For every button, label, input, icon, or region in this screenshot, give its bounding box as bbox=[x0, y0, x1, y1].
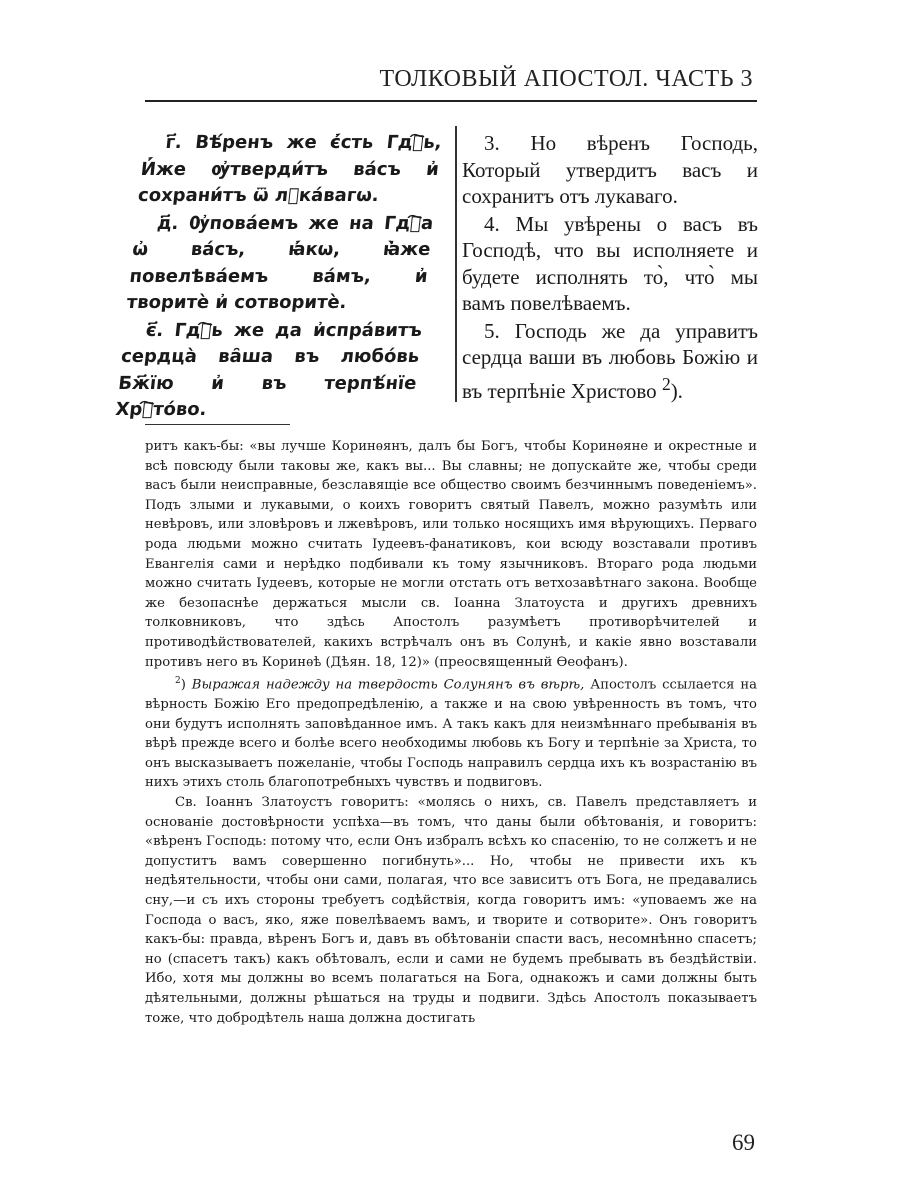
commentary bbox=[145, 437, 757, 1028]
footnote-paren: ) bbox=[180, 677, 186, 693]
russian-verse-4: 4. Мы увѣрены о васъ въ Господѣ, что вы исполняете и будете исполнять то̀, что̀ мы вамъ повелѣваемъ. bbox=[462, 211, 758, 315]
commentary-paragraph-1: ритъ какъ-бы: «вы лучше Коринѳянъ, далъ бы Богъ, чтобы Коринѳяне и окрестные и всѣ повсюду были таковы же, какъ вы... Вы славны; не допускайте же, чтобы среди васъ были неисправные, безславящiе все общество своимъ безчиннымъ поведенiемъ». Подъ злыми и лукавыми, о коихъ говоритъ святый Павелъ, можно разумѣть или невѣровъ, или зловѣровъ и лжевѣровъ, или только носящихъ имя вѣрующихъ. Перваго рода людьми можно считать Iудеевъ-фанатиковъ, кои всюду возставали противъ Евангелiя сами и нерѣдко подбивали къ тому язычниковъ. Втораго рода людьми можно считать Iудеевъ, которые не могли отстать отъ ветхозавѣтнаго закона. Вообще же безопаснѣе держаться мысли св. Iоанна Златоуста и другихъ древнихъ толковниковъ, что здѣсь Апостолъ разумѣетъ противорѣчителей и противодѣйствователей, какихъ встрѣчалъ онъ въ Солунѣ, и какiе явно возставали противъ него въ Коринѳѣ (Дѣян. 18, 12)» (преосвященный Ѳеофанъ). bbox=[145, 439, 757, 670]
footnote-rule bbox=[145, 424, 290, 425]
russian-verse-3: 3. Но вѣренъ Господь, Который утвердитъ васъ и сохранитъ отъ лукаваго. bbox=[462, 131, 758, 208]
russian-verse-5-end: ). bbox=[670, 378, 683, 403]
running-header: ТОЛКОВЫЙ АПОСТОЛ. ЧАСТЬ 3 bbox=[379, 66, 753, 92]
footnote-mark: 2 bbox=[175, 676, 181, 687]
slavonic-column bbox=[114, 130, 443, 425]
column-divider bbox=[455, 126, 457, 402]
slavonic-verse-3: г҃. Вѣ́ренъ же є҆́сть Гдⷭ҇ь, И҆́же ѹ҆тверди́тъ ва́съ и҆ сохрани́тъ ѿ лꙋка́вагѡ. bbox=[137, 132, 443, 206]
header-rule bbox=[145, 100, 757, 102]
page-number: 69 bbox=[732, 1130, 755, 1155]
footnote-2 bbox=[145, 672, 757, 793]
footnote-text: Апостолъ ссылается на вѣрность Божiю Его предопредѣленiю, а также и на свою увѣренность въ томъ, что они будутъ исполнять заповѣданное имъ. А такъ какъ для неизмѣннаго пребыванiя въ вѣрѣ прежде всего и болѣе всего необходимы любовь къ Богу и терпѣнiе за Христа, то онъ высказываетъ пожеланiе, чтобы Господь направилъ сердца ихъ къ возрастанiю въ нихъ этихъ столь благопотребныхъ чувствъ и подвиговъ. bbox=[145, 677, 757, 791]
slavonic-verse-4: д҃. Ѹ҆пова́емъ же на Гдⷭ҇а ѡ҆ ва́съ, ꙗ҆́кѡ, ꙗ҆̀же повелѣва́емъ ва́мъ, и҆ творитѐ и҆ сотворитѐ. bbox=[125, 212, 435, 313]
slavonic-verse-5: є҃. Гдⷭ҇ь же да и҆спра́витъ сердца̀ ва̑ша въ любо́вь Бж҃їю и҆ въ терпѣ́нїе Хрⷭ҇то́во. bbox=[114, 319, 424, 420]
footnote-reference: 2 bbox=[661, 373, 671, 394]
commentary-paragraph-3: Св. Iоаннъ Златоустъ говоритъ: «молясь о нихъ, св. Павелъ представляетъ и основанiе достовѣрности успѣха—въ томъ, что даны были обѣтованiя, и говоритъ: «вѣренъ Господь: потому что, если Онъ избралъ всѣхъ ко спасенiю, то не солжетъ и не допуститъ вамъ совершенно погибнуть»... Но, чтобы не привести ихъ къ недѣятельности, чтобы они сами, полагая, что все зависитъ отъ Бога, не предавались сну,—и съ ихъ стороны требуетъ содѣйствiя, когда говоритъ имъ: «уповаемъ же на Господа о васъ, яко, яже повелѣваемъ вамъ, и творите и сотворите». Онъ говоритъ какъ-бы: правда, вѣренъ Богъ и, давъ въ обѣтованiи спасти васъ, несомнѣнно спасетъ; но (спасетъ такъ) какъ обѣтовалъ, если и сами не будемъ пребывать въ бездѣйствiи. Ибо, хотя мы должны во всемъ полагаться на Бога, однакожъ и сами должны быть дѣятельными, должны рѣшаться на труды и подвиги. Здѣсь Апостолъ показываетъ тоже, что добродѣтель наша должна достигать bbox=[145, 795, 757, 1026]
russian-verse-5-text: 5. Господь же да управитъ сердца ваши въ любовь Божiю и въ терпѣнiе Христово bbox=[462, 318, 758, 403]
russian-verse-5 bbox=[462, 318, 758, 405]
russian-column bbox=[462, 130, 758, 405]
footnote-italic: Выражая надежду на твердость Солунянъ въ вѣрѣ, bbox=[191, 677, 585, 693]
